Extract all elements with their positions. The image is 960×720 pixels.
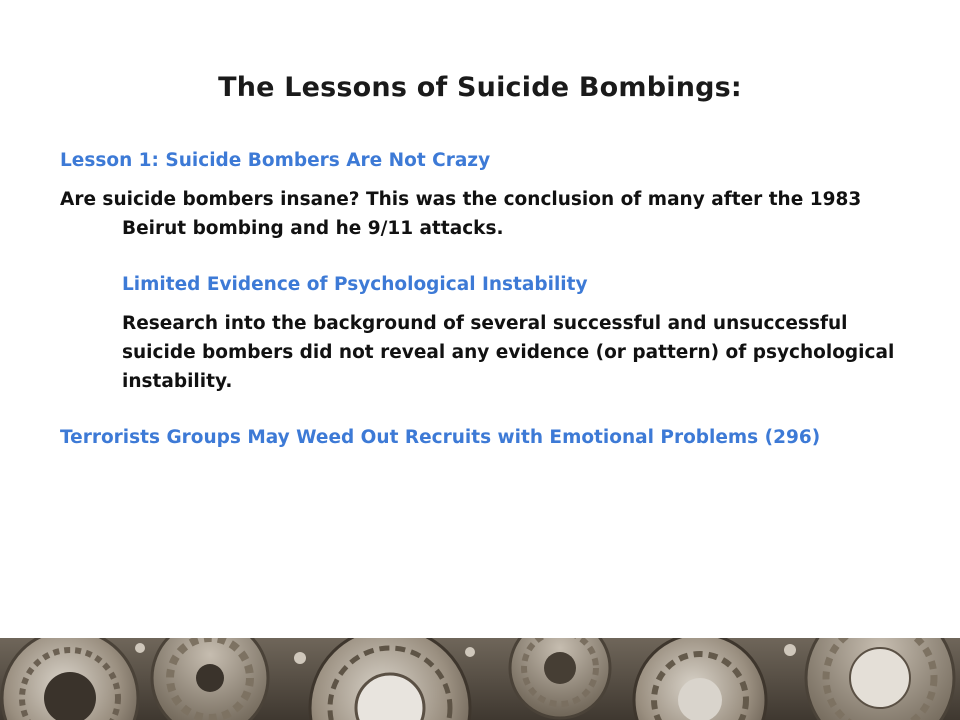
closing-heading: Terrorists Groups May Weed Out Recruits with Emotional Problems (296) — [60, 427, 821, 448]
sub-text: Research into the background of several successful and unsuccessful suicide bombers did not reveal any evidence (or pattern) of psychological instability. — [122, 313, 895, 392]
lesson-1-heading: Lesson 1: Suicide Bombers Are Not Crazy — [60, 150, 491, 171]
gears-icon — [0, 638, 960, 720]
sub-heading: Limited Evidence of Psychological Instability — [122, 274, 588, 295]
lesson-1-text: Are suicide bombers insane? This was the conclusion of many after the 1983 Beirut bombing and he 9/11 attacks. — [60, 189, 862, 239]
slide-title: The Lessons of Suicide Bombings: — [218, 72, 742, 103]
slide-body — [60, 146, 920, 452]
